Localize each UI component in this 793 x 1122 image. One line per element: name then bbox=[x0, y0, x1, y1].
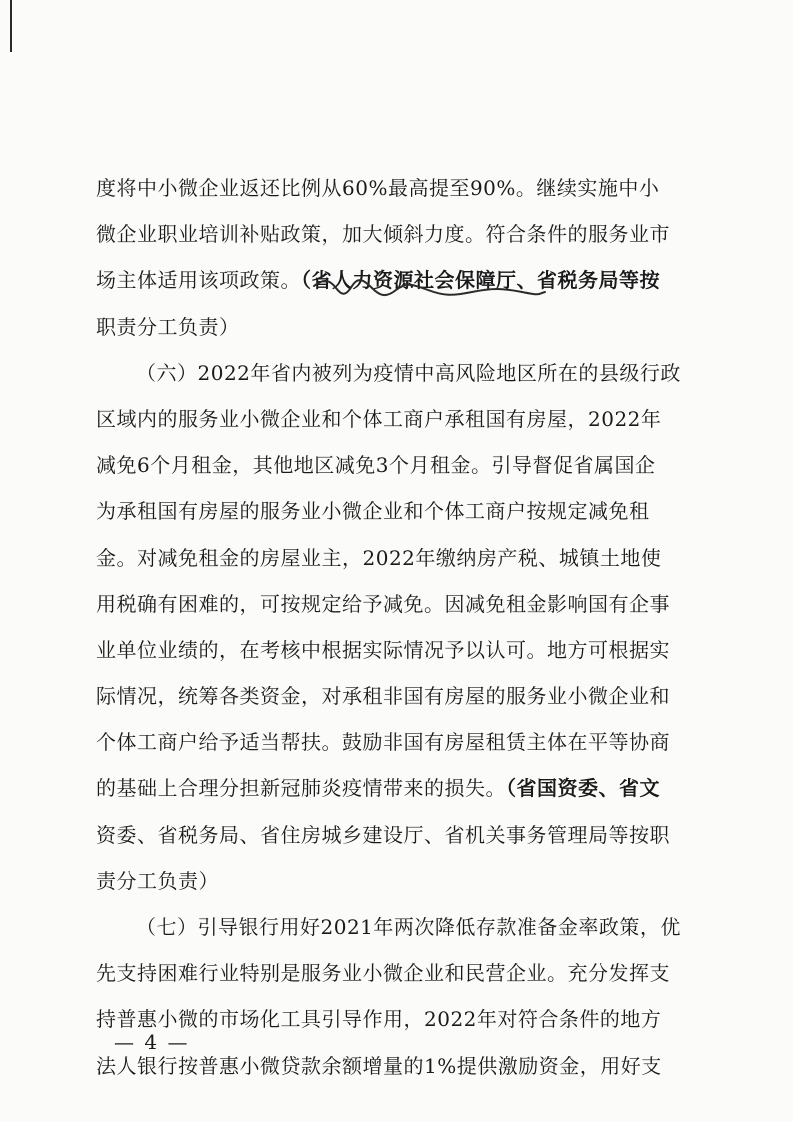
responsibility-note: （省人力资源社会保障厅、省税务局等按 bbox=[301, 268, 660, 293]
text-line: 职责分工负责） bbox=[96, 314, 240, 339]
text-line: 场主体适用该项政策。（省人力资源社会保障厅、省税务局等按 bbox=[96, 268, 660, 293]
handwritten-underline-mark bbox=[312, 276, 547, 302]
text-line: 法人银行按普惠小微贷款余额增量的1%提供激励资金，用好支 bbox=[96, 1053, 662, 1078]
page-number: — 4 — bbox=[114, 1030, 190, 1054]
text-line: 先支持困难行业特别是服务业小微企业和民营企业。充分发挥支 bbox=[96, 961, 670, 986]
text-line: 用税确有困难的，可按规定给予减免。因减免租金影响国有企事 bbox=[96, 591, 670, 616]
text-line: 金。对减免租金的房屋业主，2022年缴纳房产税、城镇土地使 bbox=[96, 545, 662, 570]
paragraph-start-line: （七）引导银行用好2021年两次降低存款准备金率政策，优 bbox=[136, 915, 681, 939]
text-line: 业单位业绩的，在考核中根据实际情况予以认可。地方可根据实 bbox=[96, 637, 670, 662]
text-line: 减免6个月租金，其他地区减免3个月租金。引导督促省属国企 bbox=[96, 453, 656, 478]
text-line: 资委、省税务局、省住房城乡建设厅、省机关事务管理局等按职 bbox=[96, 822, 670, 847]
text-line: 个体工商户给予适当帮扶。鼓励非国有房屋租赁主体在平等协商 bbox=[96, 730, 670, 755]
text-line: 微企业职业培训补贴政策，加大倾斜力度。符合条件的服务业市 bbox=[96, 222, 670, 247]
responsibility-note: （省国资委、省文 bbox=[506, 776, 660, 801]
text-line: 区域内的服务业小微企业和个体工商户承租国有房屋，2022年 bbox=[96, 406, 662, 431]
text-line: 度将中小微企业返还比例从60%最高提至90%。继续实施中小 bbox=[96, 176, 660, 200]
text-line: 际情况，统筹各类资金，对承租非国有房屋的服务业小微企业和 bbox=[96, 684, 670, 709]
text-line: 责分工负责） bbox=[96, 868, 219, 893]
scan-edge-mark bbox=[10, 0, 12, 52]
text-line: 为承租国有房屋的服务业小微企业和个体工商户按规定减免租 bbox=[96, 499, 650, 524]
text-line: 的基础上合理分担新冠肺炎疫情带来的损失。（省国资委、省文 bbox=[96, 776, 660, 801]
document-body bbox=[96, 165, 706, 1089]
paragraph-start-line: （六）2022年省内被列为疫情中高风险地区所在的县级行政 bbox=[136, 360, 681, 385]
text-line: 持普惠小微的市场化工具引导作用，2022年对符合条件的地方 bbox=[96, 1007, 662, 1032]
